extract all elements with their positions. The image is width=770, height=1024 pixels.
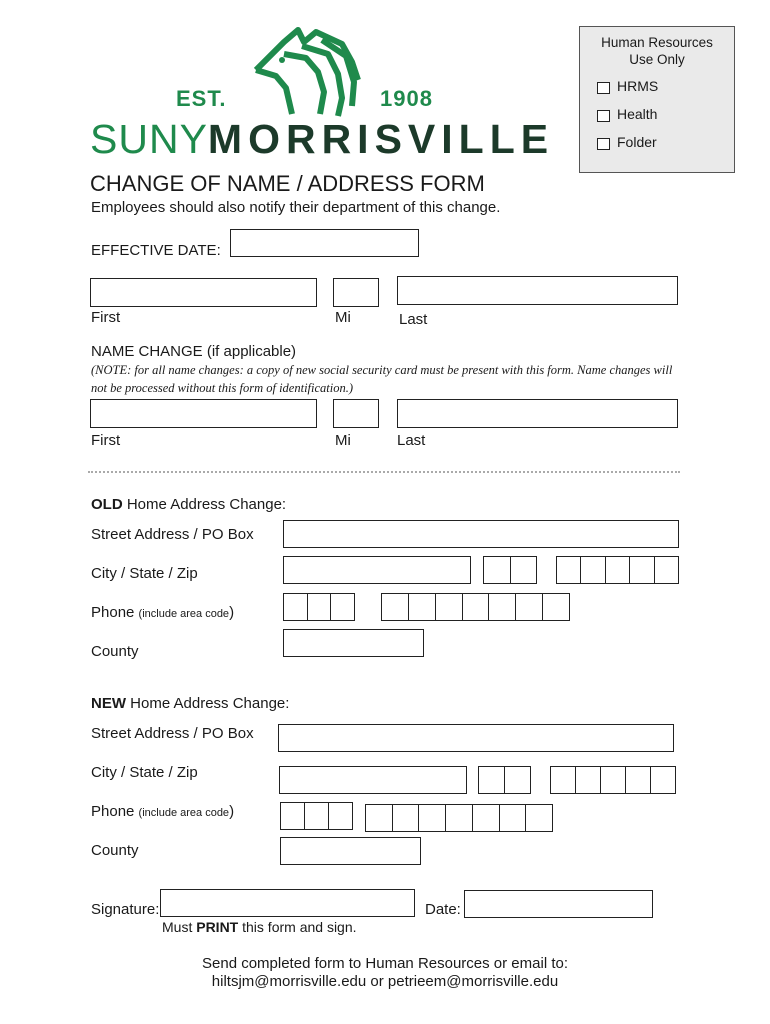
new-phone-label: Phone (include area code) bbox=[91, 803, 235, 820]
name-change-note: (NOTE: for all name changes: a copy of new social security card must be present with this form. Name changes will not be processed without this form of identification.) bbox=[91, 363, 673, 395]
hr-use-only-box bbox=[579, 26, 735, 173]
old-street-input[interactable] bbox=[283, 520, 679, 548]
middle-initial-input[interactable] bbox=[333, 278, 379, 307]
old-city-label: City / State / Zip bbox=[91, 565, 198, 582]
new-phone-number-input[interactable] bbox=[365, 804, 553, 832]
new-county-label: County bbox=[91, 842, 139, 859]
new-first-label: First bbox=[91, 432, 121, 449]
old-county-input[interactable] bbox=[283, 629, 424, 657]
new-address-heading: NEW Home Address Change: bbox=[91, 695, 290, 712]
new-county-input[interactable] bbox=[280, 837, 421, 865]
new-street-label: Street Address / PO Box bbox=[91, 725, 254, 742]
old-zip-input[interactable] bbox=[556, 556, 679, 584]
old-city-input[interactable] bbox=[283, 556, 471, 584]
date-input[interactable] bbox=[464, 890, 653, 918]
old-street-label: Street Address / PO Box bbox=[91, 526, 254, 543]
health-label: Health bbox=[617, 106, 658, 122]
horse-head-logo-icon bbox=[246, 22, 366, 122]
new-zip-input[interactable] bbox=[550, 766, 676, 794]
new-first-name-input[interactable] bbox=[90, 399, 317, 428]
signature-input[interactable] bbox=[160, 889, 415, 917]
logo-year: 1908 bbox=[380, 86, 433, 111]
logo-suny: SUNY bbox=[90, 116, 208, 162]
page-subtitle: Employees should also notify their department of this change. bbox=[91, 199, 501, 216]
date-label: Date: bbox=[425, 901, 461, 918]
new-mi-label: Mi bbox=[335, 432, 351, 449]
effective-date-input[interactable] bbox=[230, 229, 419, 257]
logo-school: MORRISVILLE bbox=[207, 116, 555, 162]
last-label: Last bbox=[399, 311, 428, 328]
old-address-heading: OLD Home Address Change: bbox=[91, 496, 287, 513]
old-phone-label: Phone (include area code) bbox=[91, 604, 235, 621]
hr-box-title: Human Resources Use Only bbox=[601, 35, 713, 67]
logo bbox=[88, 18, 555, 163]
old-state-input[interactable] bbox=[483, 556, 537, 584]
mi-label: Mi bbox=[335, 309, 351, 326]
hrms-label: HRMS bbox=[617, 78, 659, 94]
effective-date-label: EFFECTIVE DATE: bbox=[91, 242, 221, 259]
new-last-name-input[interactable] bbox=[397, 399, 678, 428]
footer-emails: hiltsjm@morrisville.edu or petrieem@morrisville.edu bbox=[211, 973, 559, 990]
new-middle-initial-input[interactable] bbox=[333, 399, 379, 428]
print-instruction: Must PRINT this form and sign. bbox=[162, 919, 357, 935]
new-state-input[interactable] bbox=[478, 766, 531, 794]
health-checkbox[interactable] bbox=[597, 110, 610, 122]
signature-label: Signature: bbox=[91, 901, 160, 918]
folder-checkbox[interactable] bbox=[597, 138, 610, 150]
name-change-heading: NAME CHANGE (if applicable) bbox=[91, 343, 297, 360]
first-label: First bbox=[91, 309, 121, 326]
first-name-input[interactable] bbox=[90, 278, 317, 307]
new-area-code-input[interactable] bbox=[280, 802, 353, 830]
new-city-label: City / State / Zip bbox=[91, 764, 198, 781]
logo-est: EST. bbox=[176, 86, 227, 111]
new-last-label: Last bbox=[397, 432, 426, 449]
folder-label: Folder bbox=[617, 134, 657, 150]
logo-wordmark bbox=[90, 116, 554, 163]
new-city-input[interactable] bbox=[279, 766, 467, 794]
last-name-input[interactable] bbox=[397, 276, 678, 305]
footer-line-1: Send completed form to Human Resources or email to: bbox=[202, 955, 568, 972]
new-street-input[interactable] bbox=[278, 724, 674, 752]
old-county-label: County bbox=[91, 643, 139, 660]
section-divider bbox=[88, 471, 680, 473]
old-area-code-input[interactable] bbox=[283, 593, 355, 621]
page-title: CHANGE OF NAME / ADDRESS FORM bbox=[90, 171, 485, 196]
old-phone-number-input[interactable] bbox=[381, 593, 570, 621]
hrms-checkbox[interactable] bbox=[597, 82, 610, 94]
